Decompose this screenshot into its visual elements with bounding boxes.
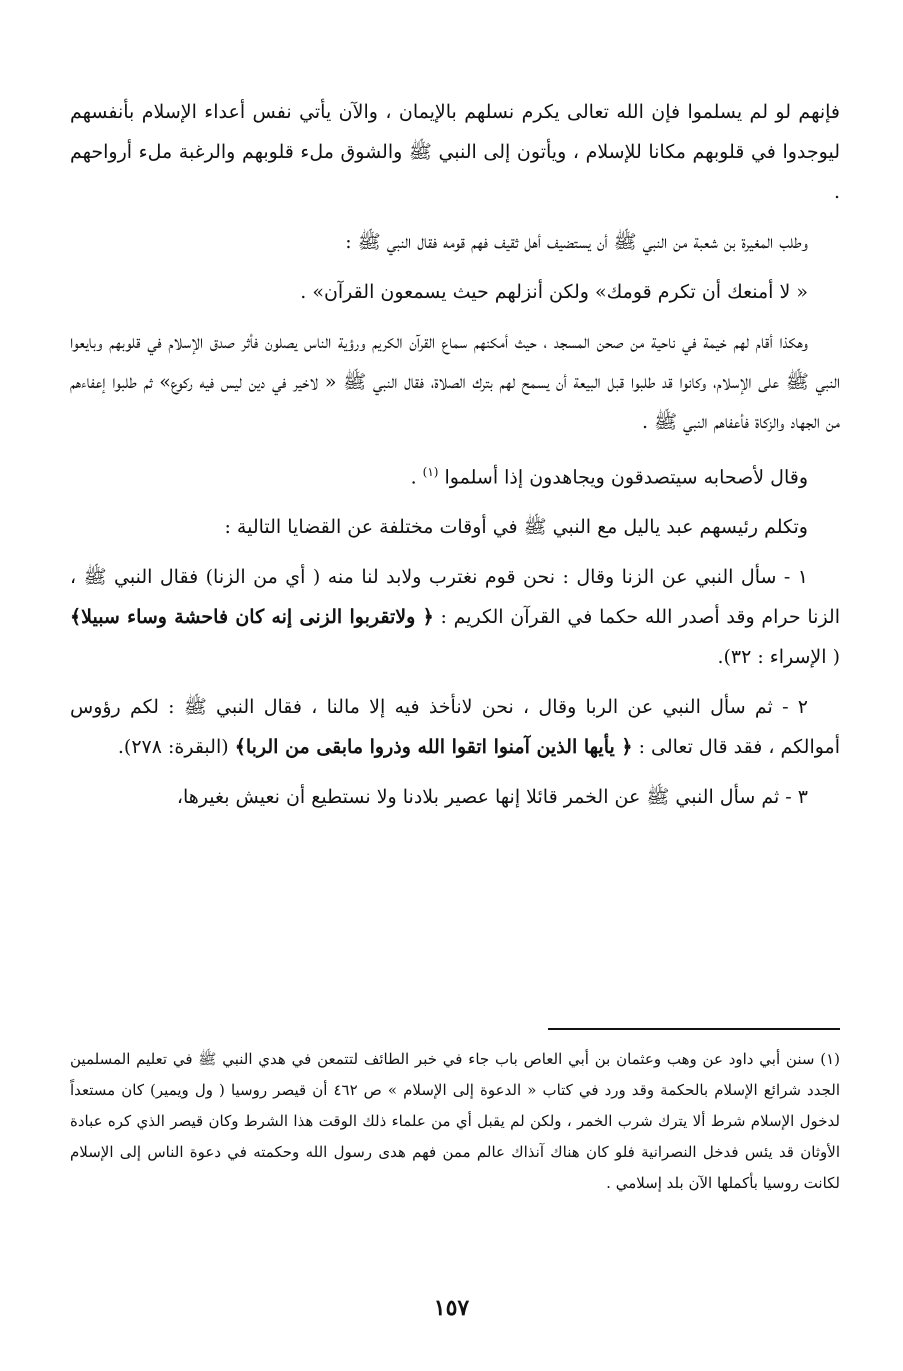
- list-item-3: ٣ - ثم سأل النبي ﷺ عن الخمر قائلا إنها عصير بلادنا ولا نستطيع أن نعيش بغيرها،: [176, 786, 808, 809]
- paragraph-2: وطلب المغيرة بن شعبة من النبي ﷺ أن يستضيف أهل ثقيف فهم قومه فقال النبي ﷺ :: [345, 231, 808, 253]
- paragraph-1: فإنهم لو لم يسلموا فإن الله تعالى يكرم نسلهم بالإيمان ، والآن يأتي نفس أعداء الإسلام بأنفسهم ليوجدوا في قلوبهم مكانا للإسلام ، ويأتون إلى النبي ﷺ والشوق ملء قلوبهم والرغبة ملء أرواحهم .: [70, 101, 840, 203]
- list-item-1: [70, 557, 840, 677]
- list-item-1-text: ١ - سأل النبي عن الزنا وقال : نحن قوم نغترب ولابد لنا منه ( أي من الزنا) فقال النبي ﷺ ، الزنا حرام وقد أصدر الله حكما في القرآن الكريم :: [70, 566, 840, 629]
- list-item-2-text: ٢ - ثم سأل النبي عن الربا وقال ، نحن لانأخذ فيه إلا مالنا ، فقال النبي ﷺ : لكم رؤوس أموالكم ، فقد قال تعالى :: [70, 696, 840, 759]
- footnote-divider: [548, 1028, 840, 1030]
- page-number: ١٥٧: [433, 1295, 470, 1321]
- footnote-reference: (١): [422, 465, 439, 479]
- verse-2-reference: (البقرة: ٢٧٨).: [117, 736, 235, 759]
- paragraph-5-text: وقال لأصحابه سيتصدقون ويجاهدون إذا أسلموا: [444, 466, 808, 489]
- footnote-1: (١) سنن أبي داود عن وهب وعثمان بن أبي العاص باب جاء في خبر الطائف لتتمعن في هدي النبي ﷺ في تعليم المسلمين الجدد شرائع الإسلام بالحكمة وقد ورد في كتاب « الدعوة إلى الإسلام » ص ٤٦٢ أن قيصر روسيا ( ول ويمير) كان مستعداً لدخول الإسلام شرط ألا يترك شرب الخمر ، ولكن لم يقبل أي من علماء ذلك الوقت هذا الشرط وكان قيصر الذي كره عبادة الأوثان قد يئس فدخل النصرانية فلو كان هناك آنذاك عالم ممن فهم هدى رسول الله وحكمته في دعوة الناس إلى الإسلام لكانت روسيا بأكملها الآن بلد إسلامي .: [70, 1050, 840, 1192]
- paragraph-5: [70, 452, 840, 497]
- footnotes: [70, 1044, 840, 1199]
- hadith-quote: « لا أمنعك أن تكرم قومك» ولكن أنزلهم حيث يسمعون القرآن» .: [300, 281, 808, 303]
- paragraph-6: وتكلم رئيسهم عبد ياليل مع النبي ﷺ في أوقات مختلفة عن القضايا التالية :: [224, 516, 808, 539]
- list-item-2: [70, 687, 840, 767]
- quran-verse-1: ﴿ ولاتقربوا الزنى إنه كان فاحشة وساء سبيلا﴾: [70, 606, 434, 629]
- quran-verse-2: ﴿ يأيها الذين آمنوا اتقوا الله وذروا مابقى من الربا﴾: [234, 736, 633, 759]
- verse-1-reference: ( الإسراء : ٣٢).: [717, 646, 840, 669]
- paragraph-5-end: .: [410, 466, 423, 489]
- main-text: [70, 92, 840, 827]
- paragraph-4: وهكذا أقام لهم خيمة في ناحية من صحن المسجد ، حيث أمكنهم سماع القرآن الكريم ورؤية الناس يصلون فأثر صدق الإسلام في قلوبهم وبايعوا النبي ﷺ على الإسلام، وكانوا قد طلبوا قبل البيعة أن يسمح لهم بترك الصلاة، فقال النبي ﷺ « لاخير في دين ليس فيه ركوع» ثم طلبوا إعفاءهم من الجهاد والزكاة فأعفاهم النبي ﷺ .: [70, 331, 840, 433]
